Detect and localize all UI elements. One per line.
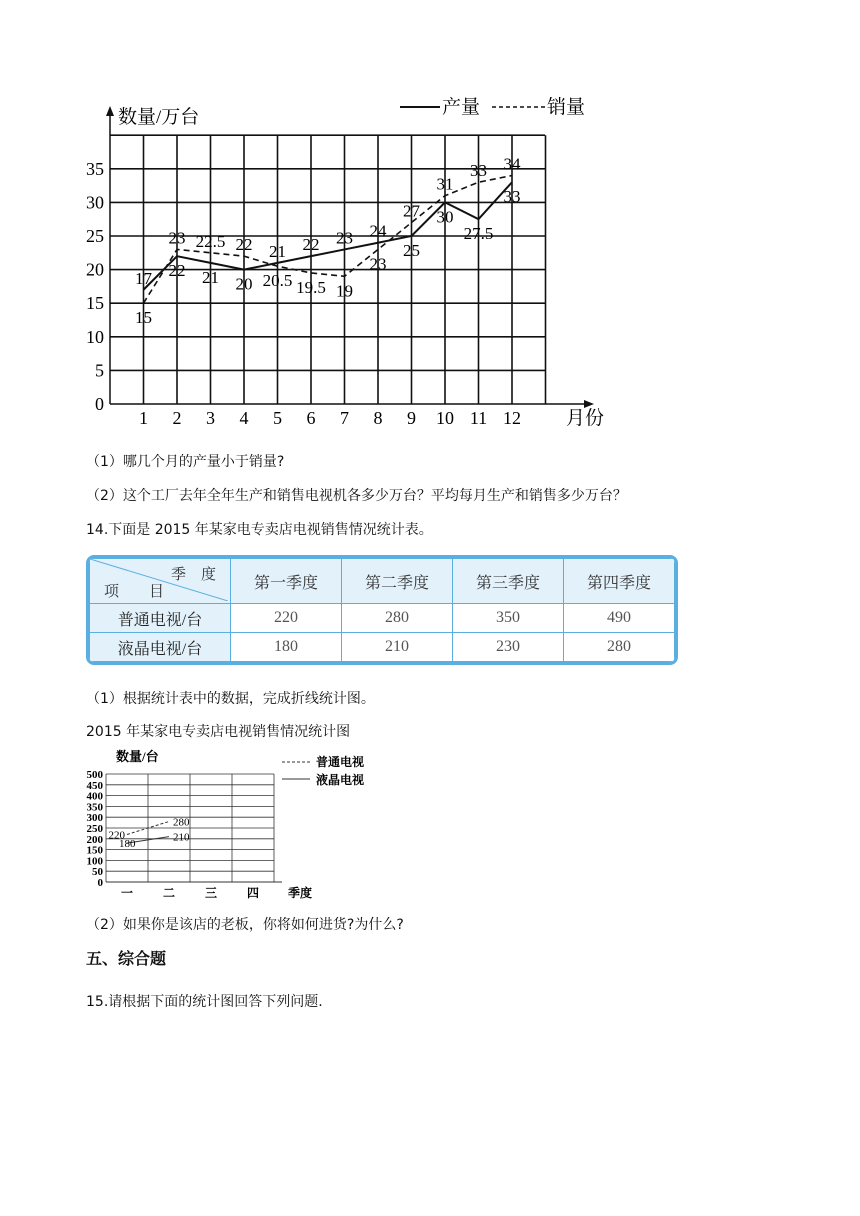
- table-row: [90, 633, 675, 662]
- chart1-y-tick: 35: [86, 158, 104, 179]
- production-data-label: 25: [403, 241, 420, 260]
- question-13-2: （2）这个工厂去年全年生产和销售电视机各多少万台？平均每月生产和销售多少万台？: [86, 488, 627, 504]
- chart1-y-arrow: [106, 106, 114, 116]
- table-cell: 490: [564, 604, 675, 633]
- chart1-x-tick: 12: [503, 408, 521, 428]
- sales-data-label: 33: [470, 161, 487, 181]
- sales-data-label: 20.5: [262, 271, 293, 291]
- sales-data-label: 19.5: [296, 277, 326, 297]
- question-14: 14.下面是 2015 年某家电专卖店电视销售情况统计表。: [86, 522, 433, 538]
- chart1-x-axis-label: 月份: [566, 408, 605, 429]
- corner-top-label: 季 度: [170, 567, 216, 583]
- table-cell: 180: [231, 633, 342, 662]
- chart1-x-tick: 11: [469, 408, 488, 428]
- table-cell: 230: [453, 633, 564, 662]
- chart2-y-tick: 350: [86, 801, 103, 814]
- production-data-label: 21: [202, 267, 219, 287]
- chart1-x-tick: 6: [306, 408, 316, 428]
- sales-data-label: 34: [503, 154, 521, 174]
- chart1-y-axis-label: 数量/万台: [118, 107, 200, 128]
- corner-bottom-label: 项 目: [104, 584, 165, 600]
- legend-lcd-tv-label: 液晶电视: [316, 773, 365, 787]
- table-cell: 350: [453, 604, 564, 633]
- chart1-x-tick: 3: [206, 408, 215, 428]
- chart1-x-tick: 1: [139, 408, 148, 428]
- sales-data-label: 27: [403, 201, 420, 221]
- production-data-label: 17: [135, 268, 152, 288]
- chart2-y-axis-label: 数量/台: [116, 749, 159, 764]
- table-header: 第三季度: [453, 559, 564, 604]
- chart1-y-tick: 5: [95, 360, 104, 381]
- sales-data-label: 23: [168, 228, 186, 248]
- production-data-label: 22: [302, 235, 320, 255]
- chart2-y-tick: 100: [86, 855, 103, 868]
- chart2-y-tick: 450: [86, 779, 103, 792]
- sales-data-label: 22.5: [195, 231, 226, 251]
- regular-tv-label-q1: 220: [108, 829, 125, 842]
- sales-data-label: 23: [369, 254, 387, 274]
- chart2-y-tick: 50: [92, 866, 103, 879]
- production-data-label: 33: [503, 187, 521, 207]
- chart1-y-tick: 0: [95, 394, 104, 414]
- chart1-y-tick: 10: [86, 326, 104, 347]
- chart2-x-tick: 四: [246, 886, 260, 900]
- regular-tv-label-q2: 280: [173, 816, 190, 829]
- chart2-y-tick: 250: [86, 823, 103, 835]
- question-15: 15.请根据下面的统计图回答下列问题.: [86, 994, 323, 1010]
- chart1-y-tick: 30: [86, 192, 104, 213]
- production-data-label: 20: [235, 274, 253, 294]
- sales-data-label: 31: [436, 174, 454, 194]
- chart2-x-tick: 二: [162, 886, 176, 900]
- tv-sales-line-chart: [70, 742, 400, 904]
- chart2-x-tick: 一: [120, 886, 134, 900]
- production-data-label: 23: [336, 228, 353, 248]
- table-header: 第一季度: [231, 559, 342, 604]
- chart1-x-tick: 8: [373, 408, 383, 428]
- chart1-y-tick: 25: [86, 226, 104, 246]
- chart2-y-tick: 400: [86, 790, 103, 803]
- table-cell: 210: [342, 633, 453, 662]
- production-data-label: 27.5: [463, 224, 494, 244]
- chart2-y-tick: 300: [86, 812, 103, 825]
- chart1-data-labels: [135, 155, 521, 328]
- production-sales-chart: [0, 90, 640, 435]
- table-cell: 220: [231, 604, 342, 633]
- sales-data-label: 22: [235, 235, 253, 255]
- production-data-label: 22: [168, 261, 186, 281]
- table-header: 第四季度: [564, 559, 675, 604]
- row-label: 普通电视/台: [90, 604, 231, 633]
- chart1-x-arrow: [584, 400, 594, 408]
- sales-data-label: 15: [135, 308, 152, 328]
- chart2-title: 2015 年某家电专卖店电视销售情况统计图: [86, 724, 351, 740]
- chart1-x-tick: 4: [239, 408, 249, 428]
- table-header: 第二季度: [342, 559, 453, 604]
- production-data-label: 21: [269, 241, 286, 261]
- chart1-y-tick: 15: [86, 293, 104, 314]
- sales-data-label: 19: [336, 281, 353, 301]
- lcd-tv-label-q2: 210: [173, 831, 190, 844]
- chart2-x-axis-label: 季度: [288, 886, 313, 900]
- legend-regular-tv-label: 普通电视: [316, 755, 365, 769]
- table-corner-cell: [90, 559, 231, 604]
- section-5-heading: 五、综合题: [86, 949, 167, 968]
- question-13-1: （1）哪几个月的产量小于销量?: [86, 454, 285, 470]
- legend-production-label: 产量: [442, 97, 481, 118]
- tv-sales-table: [86, 555, 678, 665]
- lcd-tv-label-q1: 180: [119, 838, 136, 851]
- chart2-y-tick: 200: [86, 833, 103, 846]
- row-label: 液晶电视/台: [90, 633, 231, 662]
- question-14-2: （2）如果你是该店的老板，你将如何进货?为什么?: [86, 917, 404, 933]
- production-data-label: 24: [369, 221, 387, 241]
- chart1-x-tick: 2: [172, 408, 182, 428]
- chart1-x-tick: 5: [273, 408, 282, 428]
- table-cell: 280: [342, 604, 453, 633]
- chart2-x-tick: 三: [204, 886, 218, 900]
- production-data-label: 30: [436, 207, 454, 227]
- chart1-x-tick: 7: [340, 408, 349, 428]
- chart2-y-tick: 500: [86, 769, 103, 781]
- table-cell: 280: [564, 633, 675, 662]
- chart1-y-tick: 20: [86, 259, 104, 280]
- chart2-y-tick: 150: [86, 844, 103, 857]
- legend-sales-label: 销量: [547, 97, 586, 118]
- chart2-y-tick: 0: [97, 877, 103, 889]
- chart1-x-tick: 10: [436, 408, 454, 428]
- chart1-x-tick: 9: [407, 408, 416, 428]
- table-row: [90, 604, 675, 633]
- question-14-1: （1）根据统计表中的数据，完成折线统计图。: [86, 691, 375, 707]
